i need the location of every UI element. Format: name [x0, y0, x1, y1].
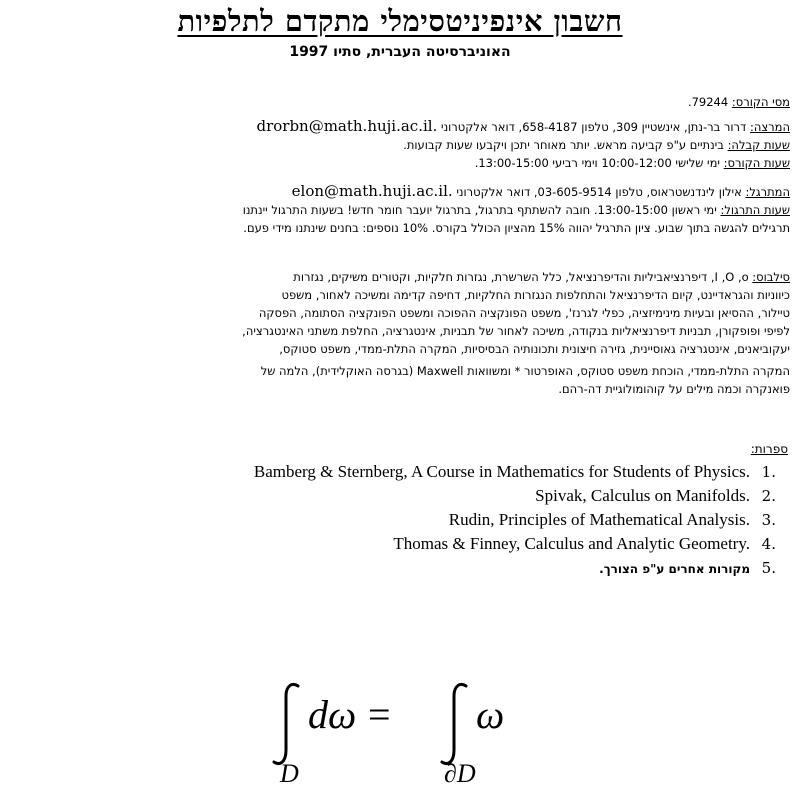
- book-item: [88, 508, 776, 532]
- course-hours-row: [5, 154, 790, 172]
- book-number: .1: [761, 463, 776, 481]
- bibliography-label: ספרות:: [750, 442, 788, 456]
- lecturer-info: [5, 117, 790, 172]
- ta-hours-row-2: [5, 219, 790, 237]
- lecturer-label: המרצה:: [749, 120, 790, 134]
- course-hours-text: ימי שלישי 10:00-12:00 וימי רביעי 13:00-15:00.: [474, 156, 721, 170]
- ta-info: [5, 182, 790, 237]
- book-number: .4: [761, 535, 776, 553]
- ta-hours-text: ימי ראשון 13:00-15:00. חובה להשתתף בתרגול, בתרגול יועבר חומר חדש! בשעות התרגול יינתנו: [242, 203, 717, 217]
- ta-hours-label: שעות התרגול:: [720, 203, 790, 217]
- ta-hours-text-2: תרגילים להגשה בתוך שבוע. ציון התרגיל יהווה 15% מהציון הכולל בקורס. 10% נוספים: בחנים שינתנו מידי פעם.: [243, 221, 790, 235]
- reception-row: [5, 136, 790, 154]
- syllabus-line: לפיפי ופופקורן, תבניות דיפרנציאליות בנקודה, משיכה לאחור של תבניות, אינטגרציה, החלפת משתני האינטגרציה,: [242, 324, 790, 338]
- syllabus-text: I ,O ,o, דיפרנציאביליות והדיפרנציאל, כלל השרשרת, נגזרות חלקיות, וקטורים משיקים, נגזרות: [293, 270, 749, 284]
- page-title: חשבון אינפיניטסימלי מתקדם לתלפיות: [177, 4, 623, 38]
- ta-label: המתרגל:: [745, 185, 790, 199]
- formula-lower-lhs: D: [280, 759, 299, 788]
- book-number: .5: [761, 559, 776, 577]
- syllabus-line: כיווניות והגראדיינט, קיום הדיפרנציאל והתחלפות הנגזרות החלקיות, דחיפה קדימה ומשיכה לאחור, משפט: [281, 288, 790, 302]
- syllabus-line: יעקוביאנים, אינטגרציה גאוסיינית, גזירה חיצונית ותכונותיה הבסיסיות, המקרה התלת-ממדי, משפט סטוקס,: [279, 342, 790, 356]
- syllabus-line: [5, 268, 790, 286]
- book-item: [88, 556, 776, 580]
- reception-label: שעות קבלה:: [727, 138, 790, 152]
- book-number: .2: [761, 487, 776, 505]
- formula-lower-rhs: ∂D: [444, 759, 476, 788]
- book-item: [88, 460, 776, 484]
- ta-email[interactable]: elon@math.huji.ac.il.: [291, 182, 453, 200]
- book-item: [88, 484, 776, 508]
- reception-text: בינתיים ע"פ קביעה מראש. יותר מאוחר יתכן ויקבעו שעות קבועות.: [403, 138, 724, 152]
- course-hours-label: שעות הקורס:: [723, 156, 790, 170]
- book-title: Thomas & Finney, Calculus and Analytic Geometry.: [393, 534, 750, 553]
- page-subtitle: האוניברסיטה העברית, סתיו 1997: [289, 44, 511, 60]
- syllabus-line: טיילור, ההסיאן ובעיות מינימיזציה, כפלי לגרנז', משפט הפונקציה ההפוכה ומשפט הפונקציה הסתומה, הפסקה: [258, 306, 790, 320]
- course-number-label: מסי הקורס:: [731, 95, 790, 109]
- lecturer-row: [5, 117, 790, 136]
- formula-graphic: [250, 680, 550, 787]
- book-title: Bamberg & Sternberg, A Course in Mathematics for Students of Physics.: [253, 462, 750, 481]
- course-number-value: 79244.: [687, 95, 729, 109]
- book-title: Spivak, Calculus on Manifolds.: [535, 486, 750, 505]
- ta-hours-row: [5, 201, 790, 219]
- syllabus-section: [5, 268, 790, 398]
- book-item: [88, 532, 776, 556]
- stokes-formula: [250, 680, 550, 787]
- ta-details: אילון לינדנשטראוס, טלפון 03-605-9514, דואר אלקטרוני: [456, 185, 742, 199]
- integral-sign-icon: [274, 684, 298, 763]
- syllabus-line: פואנקרה וכמה מילים על קוהומולוגיית דה-רהם.: [558, 382, 790, 396]
- ta-row: [5, 182, 790, 201]
- syllabus-label: סילבוס:: [752, 270, 790, 284]
- integral-sign-icon: [442, 684, 466, 763]
- course-number-row: [5, 93, 790, 111]
- book-title: מקורות אחרים ע"פ הצורך.: [599, 562, 750, 576]
- course-info: [5, 93, 790, 111]
- lecturer-email[interactable]: drorbn@math.huji.ac.il.: [256, 117, 438, 135]
- lecturer-details: דרור בר-נתן, אינשטיין 309, טלפון 658-4187, דואר אלקטרוני: [441, 120, 747, 134]
- formula-rhs: ω: [476, 692, 505, 737]
- bibliography-section: [88, 442, 788, 580]
- formula-lhs: dω: [308, 692, 357, 737]
- syllabus-line: המקרה התלת-ממדי, הוכחת משפט סטוקס, האופרטור * ומשוואות Maxwell (בגרסה האוקלידית), הלמה של: [260, 364, 790, 378]
- book-title: Rudin, Principles of Mathematical Analysis.: [448, 510, 750, 529]
- formula-equals: =: [368, 692, 391, 737]
- book-number: .3: [761, 511, 776, 529]
